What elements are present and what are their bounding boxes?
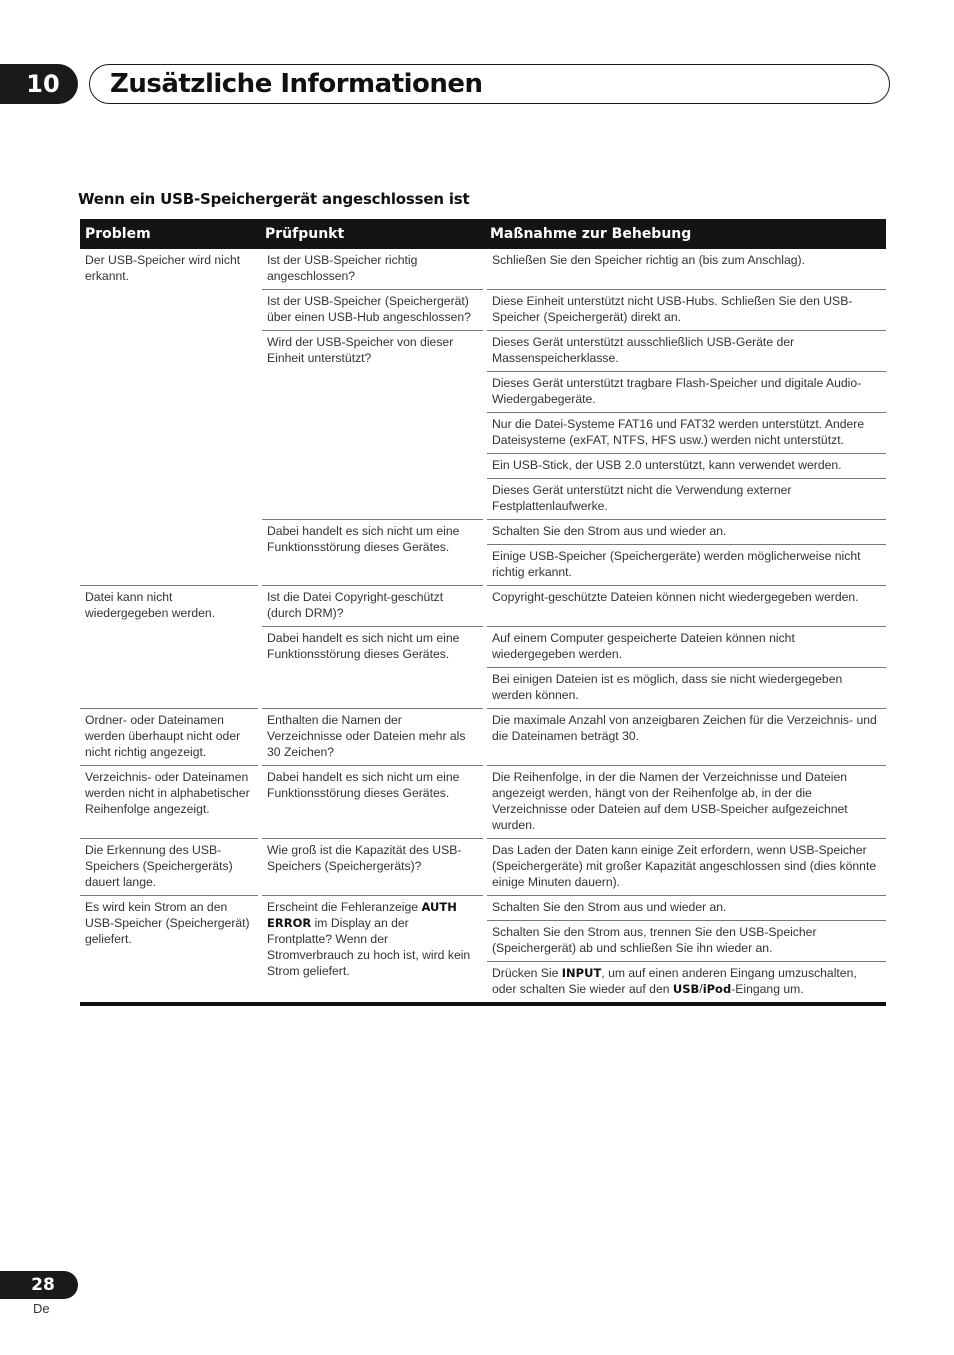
- table-row: [80, 249, 886, 290]
- remedy-cell: Schalten Sie den Strom aus und wieder an.: [485, 896, 886, 921]
- remedy-cell: Dieses Gerät unterstützt nicht die Verwendung externer Festplattenlaufwerke.: [485, 479, 886, 520]
- check-text: im Display an der Frontplatte? Wenn der Stromverbrauch zu hoch ist, wird kein Strom geliefert.: [267, 916, 471, 978]
- header-problem: Problem: [80, 219, 260, 249]
- check-cell: [260, 896, 485, 1003]
- error-code-auth-error: AUTH ERROR: [267, 900, 457, 930]
- remedy-cell: Schalten Sie den Strom aus und wieder an.: [485, 520, 886, 545]
- button-label-input: INPUT: [561, 966, 602, 980]
- remedy-cell: Einige USB-Speicher (Speichergeräte) werden möglicherweise nicht richtig erkannt.: [485, 545, 886, 586]
- remedy-cell: [485, 962, 886, 1003]
- problem-cell: Ordner- oder Dateinamen werden überhaupt nicht oder nicht richtig angezeigt.: [80, 709, 260, 766]
- check-text: Erscheint die Fehleranzeige: [267, 900, 422, 914]
- language-code: De: [33, 1301, 50, 1316]
- troubleshooting-table: [80, 219, 886, 1002]
- check-cell: Ist der USB-Speicher richtig angeschlossen?: [260, 249, 485, 290]
- chapter-title-box: [89, 64, 890, 104]
- remedy-cell: Dieses Gerät unterstützt ausschließlich USB-Geräte der Massenspeicherklasse.: [485, 331, 886, 372]
- remedy-cell: Nur die Datei-Systeme FAT16 und FAT32 werden unterstützt. Andere Dateisysteme (exFAT, NTFS, HFS usw.) werden nicht unterstützt.: [485, 413, 886, 454]
- troubleshooting-table-wrap: [80, 219, 886, 1006]
- table-row: [80, 839, 886, 896]
- remedy-cell: Auf einem Computer gespeicherte Dateien können nicht wiedergegeben werden.: [485, 627, 886, 668]
- remedy-cell: Bei einigen Dateien ist es möglich, dass sie nicht wiedergegeben werden können.: [485, 668, 886, 709]
- page-number: 28: [31, 1275, 55, 1295]
- remedy-text: Drücken Sie: [492, 966, 562, 980]
- chapter-number: 10: [26, 70, 60, 98]
- problem-cell: Verzeichnis- oder Dateinamen werden nicht in alphabetischer Reihenfolge angezeigt.: [80, 766, 260, 839]
- check-cell: Ist der USB-Speicher (Speichergerät) über einen USB-Hub angeschlossen?: [260, 290, 485, 331]
- remedy-cell: Schalten Sie den Strom aus, trennen Sie den USB-Speicher (Speichergerät) ab und schließen Sie ihn wieder an.: [485, 921, 886, 962]
- table-end-rule: [80, 1002, 886, 1006]
- problem-cell: Datei kann nicht wiedergegeben werden.: [80, 586, 260, 709]
- chapter-title: Zusätzliche Informationen: [110, 69, 483, 99]
- chapter-number-tab: [0, 64, 78, 104]
- remedy-cell: Ein USB-Stick, der USB 2.0 unterstützt, kann verwendet werden.: [485, 454, 886, 479]
- remedy-cell: Diese Einheit unterstützt nicht USB-Hubs. Schließen Sie den USB-Speicher (Speichergerät) direkt an.: [485, 290, 886, 331]
- check-cell: Dabei handelt es sich nicht um eine Funktionsstörung dieses Gerätes.: [260, 627, 485, 709]
- table-row: [80, 709, 886, 766]
- remedy-cell: Schließen Sie den Speicher richtig an (bis zum Anschlag).: [485, 249, 886, 290]
- check-cell: Wie groß ist die Kapazität des USB-Speichers (Speichergeräts)?: [260, 839, 485, 896]
- header-check: Prüfpunkt: [260, 219, 485, 249]
- check-cell: Dabei handelt es sich nicht um eine Funktionsstörung dieses Gerätes.: [260, 520, 485, 586]
- page-number-tab: [0, 1271, 78, 1299]
- remedy-cell: Die maximale Anzahl von anzeigbaren Zeichen für die Verzeichnis- und die Dateinamen beträgt 30.: [485, 709, 886, 766]
- remedy-text: , um auf einen anderen Eingang umzuschalten, oder schalten Sie wieder auf den: [492, 966, 857, 996]
- remedy-text: -Eingang um.: [731, 982, 804, 996]
- remedy-text: /: [699, 982, 703, 996]
- check-cell: Enthalten die Namen der Verzeichnisse oder Dateien mehr als 30 Zeichen?: [260, 709, 485, 766]
- remedy-cell: Die Reihenfolge, in der die Namen der Verzeichnisse und Dateien angezeigt werden, hängt von der Reihenfolge ab, in der die Verzeichnisse oder Dateien auf dem USB-Speicher aufgezeichnet wurden.: [485, 766, 886, 839]
- table-row: [80, 766, 886, 839]
- table-row: [80, 586, 886, 627]
- check-cell: Ist die Datei Copyright-geschützt (durch DRM)?: [260, 586, 485, 627]
- table-body: [80, 249, 886, 1002]
- section-heading: Wenn ein USB-Speichergerät angeschlossen ist: [78, 190, 470, 208]
- problem-cell: Die Erkennung des USB-Speichers (Speichergeräts) dauert lange.: [80, 839, 260, 896]
- header-remedy: Maßnahme zur Behebung: [485, 219, 886, 249]
- check-cell: Wird der USB-Speicher von dieser Einheit unterstützt?: [260, 331, 485, 520]
- table-header-row: [80, 219, 886, 249]
- problem-cell: Es wird kein Strom an den USB-Speicher (Speichergerät) geliefert.: [80, 896, 260, 1003]
- problem-cell: Der USB-Speicher wird nicht erkannt.: [85, 253, 241, 283]
- table-row: [80, 896, 886, 921]
- remedy-cell: Copyright-geschützte Dateien können nicht wiedergegeben werden.: [485, 586, 886, 627]
- remedy-cell: Dieses Gerät unterstützt tragbare Flash-Speicher und digitale Audio-Wiedergabegeräte.: [485, 372, 886, 413]
- input-label-usb: USB: [672, 982, 700, 996]
- remedy-cell: Das Laden der Daten kann einige Zeit erfordern, wenn USB-Speicher (Speichergeräte) mit großer Kapazität angeschlossen sind (dies könnte einige Minuten dauern).: [485, 839, 886, 896]
- check-cell: Dabei handelt es sich nicht um eine Funktionsstörung dieses Gerätes.: [260, 766, 485, 839]
- input-label-ipod: iPod: [702, 982, 732, 996]
